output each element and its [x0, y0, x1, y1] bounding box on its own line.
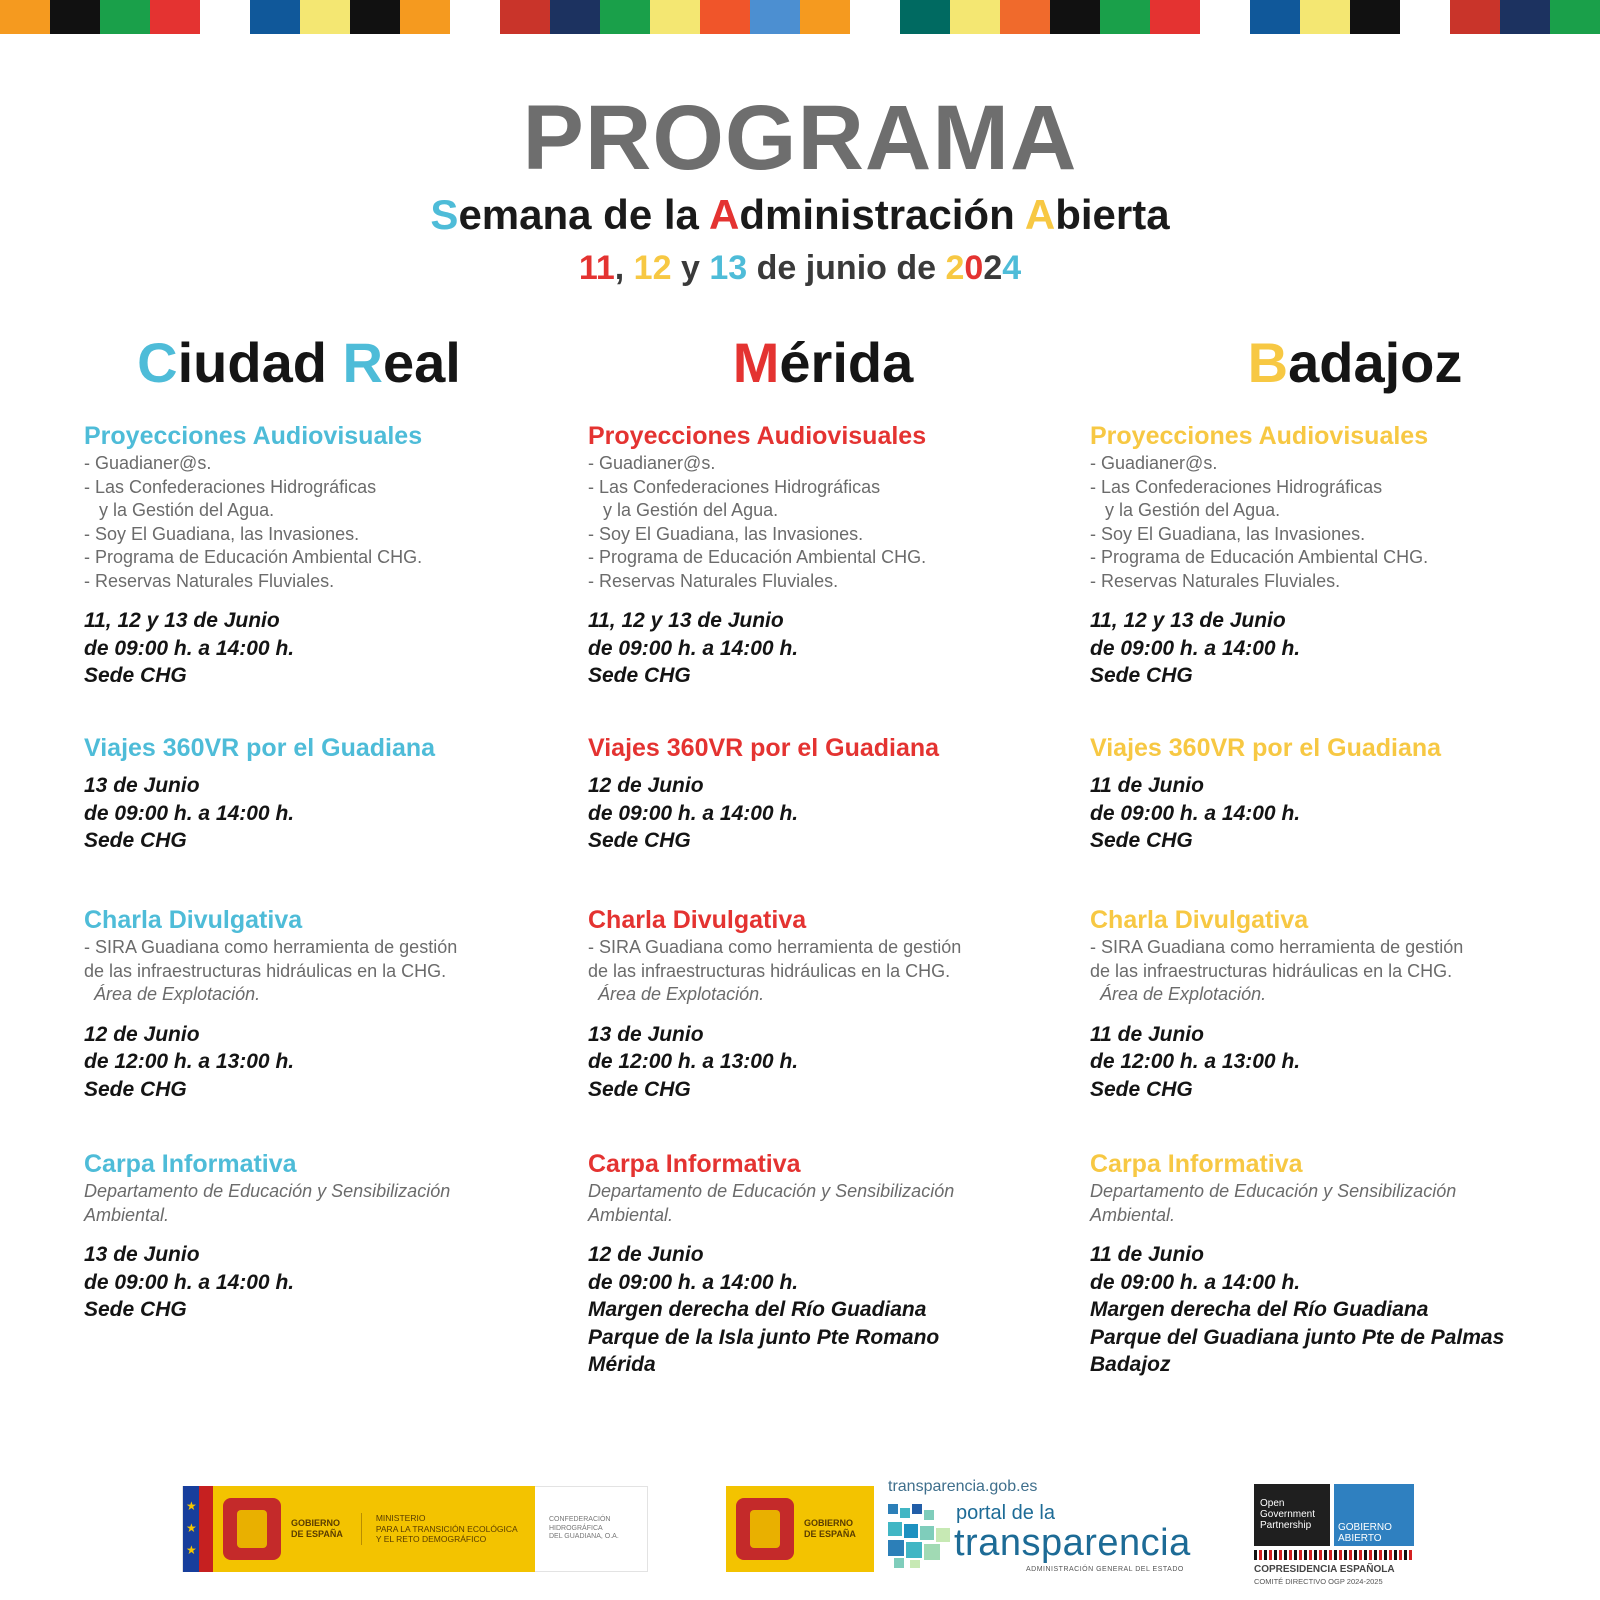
- section-title: Proyecciones Audiovisuales: [1090, 422, 1429, 450]
- schedule-line: 12 de Junio: [588, 774, 704, 797]
- section-schedule: [84, 1021, 554, 1104]
- program-section: [588, 1148, 1058, 1379]
- schedule-line: Sede CHG: [84, 829, 187, 852]
- city-part: adajoz: [1288, 331, 1463, 394]
- strip-block: [1300, 0, 1350, 34]
- section-title: Viajes 360VR por el Guadiana: [84, 734, 436, 762]
- program-section: [84, 420, 554, 690]
- portal-age-label: ADMINISTRACIÓN GENERAL DEL ESTADO: [1026, 1566, 1184, 1573]
- event-dates: [0, 250, 1600, 287]
- column-ciudad-real: [84, 328, 554, 1321]
- strip-block: [800, 0, 850, 34]
- section-description: - SIRA Guadiana como herramienta de gestión de las infraestructuras hidráulicas en la CHG.: [1090, 937, 1464, 981]
- strip-block: [550, 0, 600, 34]
- portal-small-label: portal de la: [956, 1502, 1055, 1524]
- chg-label: CONFEDERACIÓN HIDROGRÁFICA DEL GUADIANA, O.A.: [549, 1516, 619, 1541]
- schedule-line: 13 de Junio: [84, 1243, 200, 1266]
- city-part: M: [732, 331, 780, 394]
- schedule-line: 13 de Junio: [588, 1022, 704, 1046]
- schedule-line: 11, 12 y 13 de Junio: [1090, 609, 1286, 632]
- schedule-line: de 09:00 h. a 14:00 h.: [84, 801, 295, 825]
- section-description: - SIRA Guadiana como herramienta de gestión de las infraestructuras hidráulicas en la CHG.: [84, 937, 458, 981]
- strip-block: [1000, 0, 1050, 34]
- subtitle-part: A: [1024, 191, 1056, 238]
- strip-block: [400, 0, 450, 34]
- schedule-line: Sede CHG: [1090, 1077, 1193, 1101]
- schedule-line: 11, 12 y 13 de Junio: [84, 609, 280, 632]
- gobierno-espana-logo: [726, 1486, 874, 1572]
- coat-of-arms-icon: [223, 1498, 281, 1560]
- ministerio-label: MINISTERIO PARA LA TRANSICIÓN ECOLÓGICA Y EL RETO DEMOGRÁFICO: [361, 1513, 518, 1545]
- city-part: C: [137, 331, 178, 394]
- section-title: Charla Divulgativa: [84, 906, 303, 934]
- ogp-stripes: [1254, 1550, 1414, 1560]
- strip-block: [1450, 0, 1500, 34]
- portal-big-label: transparencia: [954, 1522, 1191, 1564]
- gobierno-label: GOBIERNO DE ESPAÑA: [291, 1518, 343, 1539]
- schedule-line: de 09:00 h. a 14:00 h.: [1090, 801, 1301, 825]
- strip-block: [1150, 0, 1200, 34]
- schedule-line: de 12:00 h. a 13:00 h.: [1090, 1050, 1301, 1073]
- section-title: Viajes 360VR por el Guadiana: [1090, 734, 1442, 762]
- strip-block: [700, 0, 750, 34]
- section-title: Carpa Informativa: [588, 1150, 801, 1178]
- gobierno-abierto-label: GOBIERNO ABIERTO: [1334, 1484, 1414, 1546]
- section-schedule: [1090, 607, 1560, 690]
- schedule-line: de 09:00 h. a 14:00 h.: [84, 1270, 295, 1294]
- schedule-line: Sede CHG: [588, 1077, 691, 1101]
- strip-block: [450, 0, 500, 34]
- schedule-line: Margen derecha del Río Guadiana: [1090, 1298, 1429, 1321]
- strip-block: [50, 0, 100, 34]
- strip-block: [1350, 0, 1400, 34]
- section-description: Departamento de Educación y Sensibilización Ambiental.: [84, 1181, 451, 1225]
- section-schedule: [84, 772, 554, 855]
- portal-transparencia-logo: [888, 1478, 1198, 1574]
- strip-block: [1500, 0, 1550, 34]
- strip-block: [1200, 0, 1250, 34]
- schedule-line: Parque del Guadiana junto Pte de Palmas: [1090, 1325, 1505, 1349]
- section-schedule: [84, 607, 554, 690]
- strip-block: [350, 0, 400, 34]
- ogp-label: Open Government Partnership: [1254, 1484, 1330, 1546]
- dates-part: ,: [614, 249, 634, 288]
- portal-url: transparencia.gob.es: [888, 1478, 1038, 1495]
- program-section: [588, 904, 1058, 1103]
- city-title: [1120, 328, 1590, 398]
- subtitle-part: dministración: [739, 191, 1025, 238]
- schedule-line: de 09:00 h. a 14:00 h.: [84, 636, 295, 660]
- strip-block: [1400, 0, 1450, 34]
- column-merida: [588, 328, 1058, 1376]
- program-section: [84, 904, 554, 1103]
- schedule-line: de 12:00 h. a 13:00 h.: [588, 1050, 799, 1073]
- gobierno-label-2: GOBIERNO DE ESPAÑA: [804, 1518, 856, 1539]
- city-title: [64, 328, 534, 398]
- subtitle-part: emana de la: [458, 191, 710, 238]
- schedule-line: Sede CHG: [588, 664, 691, 687]
- program-section: [84, 732, 554, 855]
- schedule-line: 12 de Junio: [84, 1022, 200, 1046]
- schedule-line: Sede CHG: [588, 829, 691, 852]
- schedule-line: Mérida: [588, 1353, 656, 1376]
- strip-block: [1250, 0, 1300, 34]
- dates-part: 12: [633, 249, 672, 288]
- section-schedule: [588, 772, 1058, 855]
- schedule-line: Sede CHG: [84, 1298, 187, 1321]
- dates-part: 2: [945, 249, 965, 288]
- section-description: - Guadianer@s. - Las Confederaciones Hidrográficas y la Gestión del Agua. - Soy El Guadiana, las Invasiones. - Programa de Educación Ambiental CHG. - Reservas Naturales Fluviales.: [1090, 453, 1429, 591]
- strip-block: [750, 0, 800, 34]
- city-part: R: [342, 331, 383, 394]
- strip-block: [1550, 0, 1600, 34]
- section-schedule: [1090, 772, 1560, 855]
- strip-block: [150, 0, 200, 34]
- schedule-line: de 09:00 h. a 14:00 h.: [588, 801, 799, 825]
- eu-flag-icon: ★ ★ ★: [183, 1486, 213, 1572]
- dates-part: de junio de: [747, 249, 946, 288]
- dates-part: 13: [709, 249, 748, 288]
- strip-block: [200, 0, 250, 34]
- section-description: - Guadianer@s. - Las Confederaciones Hidrográficas y la Gestión del Agua. - Soy El Guadiana, las Invasiones. - Programa de Educación Ambiental CHG. - Reservas Naturales Fluviales.: [588, 453, 927, 591]
- schedule-line: de 12:00 h. a 13:00 h.: [84, 1050, 295, 1073]
- header: [0, 87, 1600, 288]
- schedule-line: Sede CHG: [84, 664, 187, 687]
- dates-part: 2: [983, 249, 1003, 288]
- program-section: [1090, 904, 1560, 1103]
- gobierno-espana-ministerio-logo: [182, 1486, 648, 1572]
- section-description: - SIRA Guadiana como herramienta de gestión de las infraestructuras hidráulicas en la CHG.: [588, 937, 962, 981]
- program-section: [1090, 732, 1560, 855]
- dates-part: y: [671, 249, 710, 288]
- schedule-line: 11 de Junio: [1090, 1243, 1204, 1266]
- program-section: [1090, 420, 1560, 690]
- schedule-line: Badajoz: [1090, 1353, 1171, 1376]
- column-badajoz: [1090, 328, 1560, 1376]
- schedule-line: Parque de la Isla junto Pte Romano: [588, 1325, 940, 1349]
- section-description: - Guadianer@s. - Las Confederaciones Hidrográficas y la Gestión del Agua. - Soy El Guadiana, las Invasiones. - Programa de Educación Ambiental CHG. - Reservas Naturales Fluviales.: [84, 453, 423, 591]
- city-part: iudad: [177, 331, 343, 394]
- section-schedule: [588, 1241, 1058, 1379]
- section-area: Área de Explotación.: [1090, 984, 1267, 1004]
- section-area: Área de Explotación.: [588, 984, 765, 1004]
- top-color-strip: [0, 0, 1600, 34]
- coat-of-arms-icon-2: [736, 1498, 794, 1560]
- strip-block: [0, 0, 50, 34]
- strip-block: [100, 0, 150, 34]
- program-section: [588, 420, 1058, 690]
- dates-part: 4: [1002, 249, 1022, 288]
- section-title: Proyecciones Audiovisuales: [84, 422, 423, 450]
- transparency-mosaic-icon: [888, 1504, 952, 1568]
- section-title: Proyecciones Audiovisuales: [588, 422, 927, 450]
- strip-block: [950, 0, 1000, 34]
- section-title: Carpa Informativa: [84, 1150, 297, 1178]
- section-description: Departamento de Educación y Sensibilización Ambiental.: [1090, 1181, 1457, 1225]
- strip-block: [300, 0, 350, 34]
- event-subtitle: [0, 192, 1600, 238]
- section-schedule: [588, 1021, 1058, 1104]
- strip-block: [650, 0, 700, 34]
- comite-label: COMITÉ DIRECTIVO OGP 2024-2025: [1254, 1577, 1383, 1586]
- schedule-line: 11 de Junio: [1090, 1022, 1204, 1046]
- city-part: érida: [779, 331, 914, 394]
- subtitle-part: S: [430, 191, 459, 238]
- program-section: [84, 1148, 554, 1324]
- schedule-line: de 09:00 h. a 14:00 h.: [588, 636, 799, 660]
- footer-logos: [0, 1478, 1600, 1588]
- schedule-line: 11, 12 y 13 de Junio: [588, 609, 784, 632]
- section-area: Área de Explotación.: [84, 984, 261, 1004]
- strip-block: [1050, 0, 1100, 34]
- section-description: Departamento de Educación y Sensibilización Ambiental.: [588, 1181, 955, 1225]
- strip-block: [900, 0, 950, 34]
- section-schedule: [588, 607, 1058, 690]
- section-schedule: [84, 1241, 554, 1324]
- dates-part: 11: [578, 249, 615, 288]
- schedule-line: Sede CHG: [84, 1077, 187, 1101]
- city-part: eal: [382, 331, 461, 394]
- city-part: B: [1247, 331, 1289, 394]
- schedule-line: de 09:00 h. a 14:00 h.: [588, 1270, 799, 1294]
- section-schedule: [1090, 1241, 1560, 1379]
- schedule-line: 13 de Junio: [84, 774, 200, 797]
- strip-block: [600, 0, 650, 34]
- schedule-line: Sede CHG: [1090, 664, 1193, 687]
- strip-block: [500, 0, 550, 34]
- schedule-line: 12 de Junio: [588, 1243, 704, 1266]
- section-title: Viajes 360VR por el Guadiana: [588, 734, 940, 762]
- program-section: [588, 732, 1058, 855]
- schedule-line: 11 de Junio: [1090, 774, 1204, 797]
- program-section: [1090, 1148, 1560, 1379]
- section-title: Charla Divulgativa: [1090, 906, 1309, 934]
- schedule-line: de 09:00 h. a 14:00 h.: [1090, 1270, 1301, 1294]
- page-title: PROGRAMA: [522, 87, 1078, 189]
- section-schedule: [1090, 1021, 1560, 1104]
- city-title: [588, 328, 1058, 398]
- schedule-line: de 09:00 h. a 14:00 h.: [1090, 636, 1301, 660]
- section-title: Charla Divulgativa: [588, 906, 807, 934]
- strip-block: [850, 0, 900, 34]
- schedule-line: Margen derecha del Río Guadiana: [588, 1298, 927, 1321]
- strip-block: [1100, 0, 1150, 34]
- ogp-logo: [1254, 1478, 1416, 1586]
- section-title: Carpa Informativa: [1090, 1150, 1303, 1178]
- schedule-line: Sede CHG: [1090, 829, 1193, 852]
- subtitle-part: bierta: [1055, 191, 1170, 238]
- copresidencia-label: COPRESIDENCIA ESPAÑOLA: [1254, 1564, 1395, 1575]
- dates-part: 0: [964, 249, 984, 288]
- strip-block: [250, 0, 300, 34]
- subtitle-part: A: [709, 191, 740, 238]
